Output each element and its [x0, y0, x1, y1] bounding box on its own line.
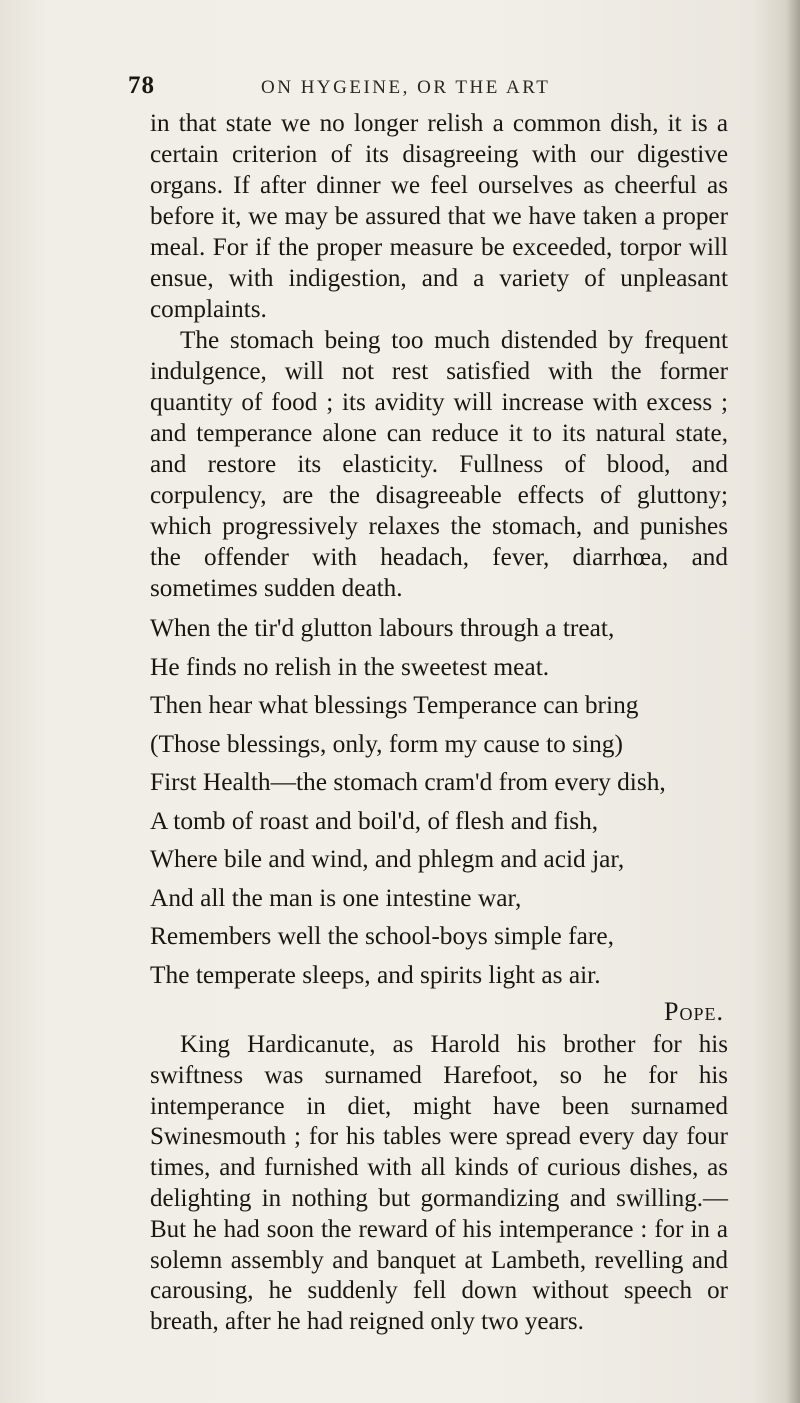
verse-line-5: First Health—the stomach cram'd from every dish, — [150, 768, 666, 796]
paragraph-3: King Hardicanute, as Harold his brother for his swiftness was surnamed Harefoot, so he for his intemperance in diet, might have been surnamed Swinesmouth ; for his tables were spread every day four times, and furnished with all kinds of curious dishes, as delighting in nothing but gormandizing and swilling.— But he had soon the reward of his intemperance : for in a solemn assembly and banquet at Lambeth, revelling and carousing, he suddenly fell down without speech or breath, after he had reigned only two years. — [150, 1031, 728, 1336]
running-title: ON HYGEINE, OR THE ART — [261, 77, 551, 98]
running-head — [128, 72, 728, 112]
verse-line-3: Then hear what blessings Temperance can bring — [150, 691, 639, 719]
verse-attribution: Pope. — [664, 997, 724, 1026]
verse-line-1: When the tir'd glutton labours through a treat, — [150, 614, 615, 642]
verse-line-6: A tomb of roast and boil'd, of flesh and fish, — [150, 806, 599, 835]
verse-line-10: The temperate sleeps, and spirits light as air. — [150, 960, 601, 989]
verse-line-7: Where bile and wind, and phlegm and acid jar, — [150, 845, 625, 873]
page-number: 78 — [128, 72, 155, 99]
paragraph-1: in that state we no longer relish a common dish, it is a certain criterion of its disagreeing with our digestive organs. If after dinner we feel ourselves as cheerful as before it, we may be assured that we have taken a proper meal. For if the proper measure be exceeded, torpor will ensue, with indigestion, and a variety of unpleasant complaints. — [150, 110, 728, 323]
page-edge-shadow — [786, 0, 800, 1403]
verse-line-2: He finds no relish in the sweetest meat. — [150, 652, 550, 681]
verse-quotation — [150, 609, 728, 1030]
verse-line-4: (Those blessings, only, form my cause to sing) — [150, 729, 623, 758]
body-text — [150, 108, 728, 1338]
verse-line-8: And all the man is one intestine war, — [150, 883, 522, 912]
paragraph-2: The stomach being too much distended by frequent indulgence, will not rest satisfied with the former quantity of food ; its avidity will increase with excess ; and temperance alone can reduce it to its natural state, and restore its elasticity. Fullness of blood, and corpulency, are the disagreeable effects of gluttony; which progressively relaxes the stomach, and punishes the offender with headach, fever, diarrhœa, and sometimes sudden death. — [150, 327, 728, 602]
verse-line-9: Remembers well the school-boys simple fare, — [150, 922, 614, 950]
